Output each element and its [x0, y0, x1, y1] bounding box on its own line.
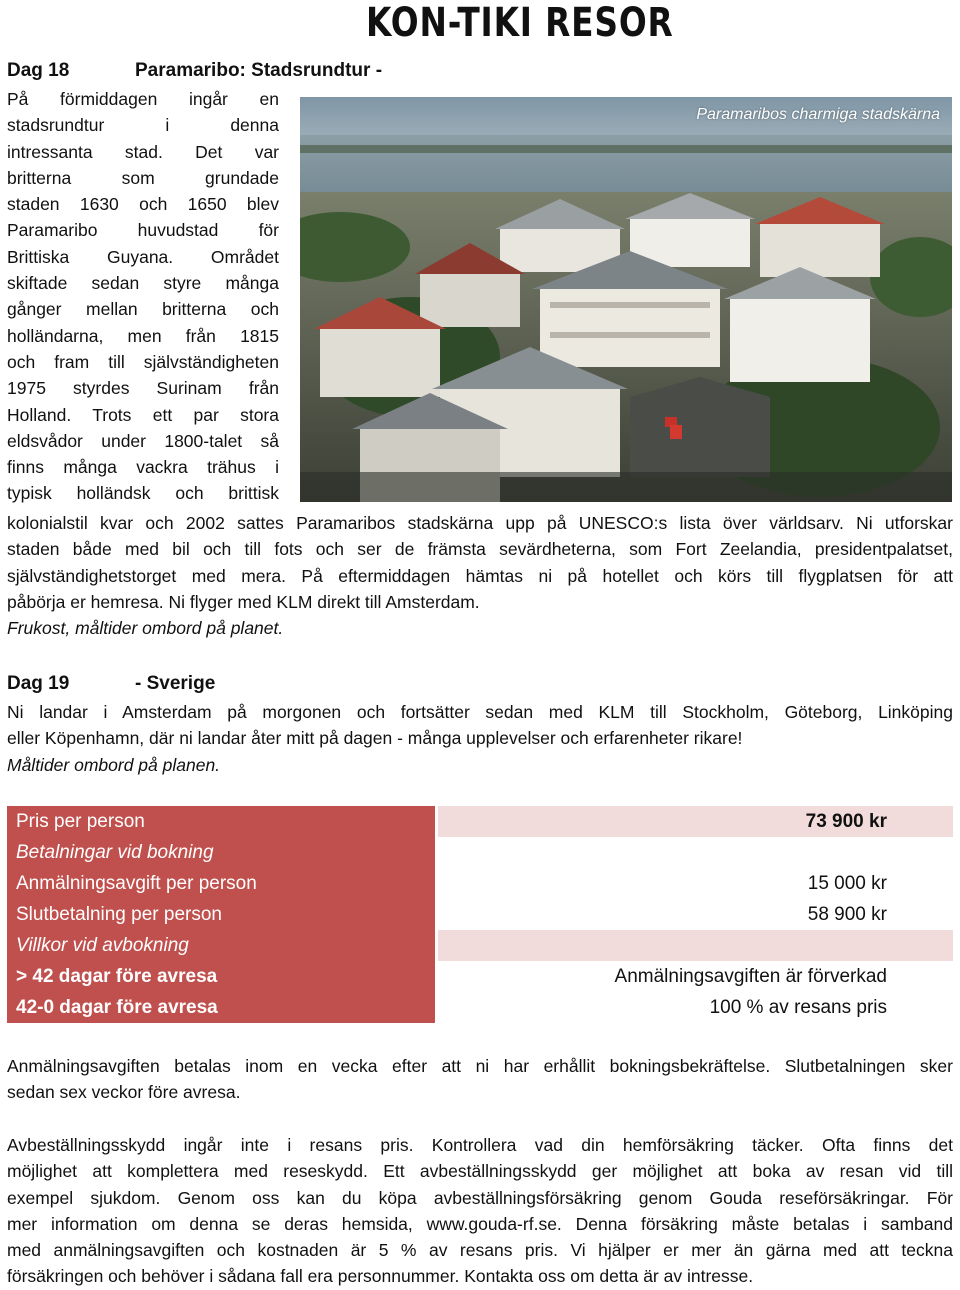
- table-row: [7, 930, 953, 961]
- price-value: 73 900 kr: [438, 806, 953, 837]
- price-label: Slutbetalning per person: [7, 899, 435, 930]
- text-line: finns många vackra trähus i: [7, 457, 279, 478]
- price-value: 15 000 kr: [438, 868, 953, 899]
- text-line: Avbeställningsskydd ingår inte i resans pris. Kontrollera vad din hemförsäkring täcker. Ofta finns det: [7, 1135, 953, 1155]
- photo-caption: Paramaribos charmiga stadskärna: [696, 106, 940, 123]
- paramaribo-photo: [300, 97, 952, 502]
- text-line: försäkringen och behöver i sådana fall era personnummer. Kontakta oss om detta är av intresse.: [7, 1266, 754, 1287]
- text-line: eller Köpenhamn, där ni landar åter mitt på dagen - många upplevelser och erfarenheter rikare!: [7, 728, 743, 749]
- text-line: med anmälningsavgiften och kostnaden är 5 % av resans pris. Vi hjälper er mer än gärna med att teckna: [7, 1240, 953, 1261]
- payment-note: [7, 1053, 953, 1106]
- text-line: exempel sjukdom. Genom oss kan du köpa avbeställningsförsäkring genom Gouda reseförsäkringar. För: [7, 1187, 953, 1208]
- text-line: eldsvådor under 1800-talet så: [7, 430, 279, 451]
- insurance-note: [7, 1132, 953, 1290]
- text-line: stadsrundtur i denna: [7, 115, 279, 136]
- text-line: självständighetstorget med mera. På eftermiddagen hämtas ni på hotellet och körs till flygplatsen för att: [7, 565, 953, 586]
- city-illustration: [300, 97, 952, 502]
- table-row: [7, 837, 953, 868]
- price-label: Betalningar vid bokning: [7, 837, 435, 868]
- price-value: [438, 930, 953, 961]
- price-value: [438, 837, 953, 868]
- table-row: [7, 868, 953, 899]
- text-line: sedan sex veckor före avresa.: [7, 1082, 241, 1103]
- text-line: möjlighet att komplettera med reseskydd. Ett avbeställningsskydd ger möjlighet att boka av resan vid till: [7, 1161, 953, 1182]
- day-number: Dag 19: [7, 673, 70, 694]
- text-line: gånger mellan britterna och: [7, 299, 279, 320]
- day-number: Dag 18: [7, 60, 70, 81]
- text-line: holländarna, men från 1815: [7, 325, 279, 346]
- price-label: Anmälningsavgift per person: [7, 868, 435, 899]
- text-line: intressanta stad. Det var: [7, 141, 279, 162]
- price-value: 100 % av resans pris: [438, 992, 953, 1023]
- meals-note: Frukost, måltider ombord på planet.: [7, 618, 284, 639]
- day-18-heading: [7, 58, 382, 84]
- table-row: [7, 992, 953, 1023]
- text-line: Anmälningsavgiften betalas inom en vecka efter att ni har erhållit bokningsbekräftelse. Slutbetalningen sker: [7, 1056, 953, 1076]
- text-line: skiftade sedan styre många: [7, 273, 279, 294]
- price-label: > 42 dagar före avresa: [7, 961, 435, 992]
- text-line: staden 1630 och 1650 blev: [7, 194, 279, 215]
- price-label: Pris per person: [7, 806, 435, 837]
- table-row: [7, 806, 953, 837]
- day-19-heading: [7, 671, 215, 697]
- text-line: Holland. Trots ett par stora: [7, 404, 279, 425]
- price-value: Anmälningsavgiften är förverkad: [438, 961, 953, 992]
- table-row: [7, 899, 953, 930]
- price-value: 58 900 kr: [438, 899, 953, 930]
- price-label: 42-0 dagar före avresa: [7, 992, 435, 1023]
- price-table: [7, 806, 953, 1023]
- meals-note: Måltider ombord på planen.: [7, 754, 221, 775]
- text-line: typisk holländsk och brittisk: [7, 483, 279, 504]
- day-19-text: [7, 699, 953, 778]
- text-line: mer information om denna se deras hemsida, www.gouda-rf.se. Denna försäkring måste betalas i samband: [7, 1213, 953, 1234]
- text-line: 1975 styrdes Surinam från: [7, 378, 279, 399]
- day-18-column-text: [7, 86, 279, 507]
- text-line: kolonialstil kvar och 2002 sattes Paramaribos stadskärna upp på UNESCO:s lista över världsarv. Ni utforskar: [7, 513, 953, 533]
- text-line: påbörja er hemresa. Ni flyger med KLM direkt till Amsterdam.: [7, 591, 480, 612]
- day-title: - Sverige: [135, 673, 216, 694]
- day-title: Paramaribo: Stadsrundtur -: [135, 60, 383, 81]
- text-line: Ni landar i Amsterdam på morgonen och fortsätter sedan med KLM till Stockholm, Göteborg, Linköping: [7, 702, 953, 722]
- price-label: Villkor vid avbokning: [7, 930, 435, 961]
- brand-logo: KON-TIKI RESOR: [366, 0, 674, 46]
- text-line: Paramaribo huvudstad för: [7, 220, 279, 241]
- text-line: och fram till självständigheten: [7, 351, 279, 372]
- text-line: staden både med bil och till fots och ser de främsta sevärdheterna, som Fort Zeelandia, presidentpalatset,: [7, 539, 953, 560]
- text-line: Brittiska Guyana. Området: [7, 246, 279, 267]
- table-row: [7, 961, 953, 992]
- text-line: britterna som grundade: [7, 167, 279, 188]
- day-18-full-text: [7, 510, 953, 641]
- text-line: På förmiddagen ingår en: [7, 89, 279, 109]
